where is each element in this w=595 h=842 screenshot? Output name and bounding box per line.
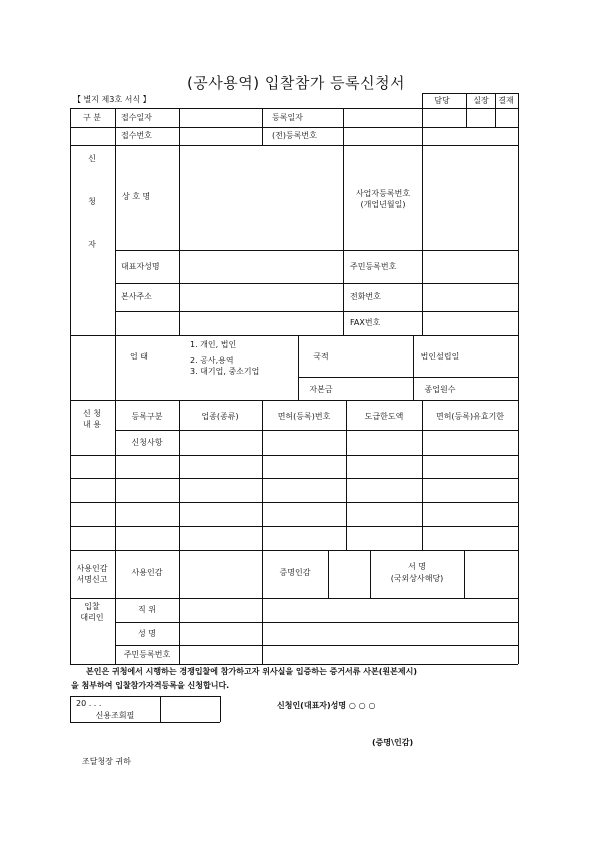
- date-box-mid: [160, 696, 161, 722]
- applicant-signature: 신청인(대표자)성명 ○ ○ ○: [277, 701, 376, 710]
- row-line: [115, 283, 518, 284]
- row-line: [115, 430, 518, 431]
- approval-decision: 결재: [498, 96, 514, 105]
- business-type-option-3: 3. 대기업, 중소기업: [190, 367, 260, 376]
- signature-label: 서 명: [408, 562, 426, 571]
- col-line: [466, 93, 467, 127]
- date-box-right: [220, 696, 221, 722]
- col-line: [179, 400, 180, 664]
- table-bottom-border: [70, 664, 518, 665]
- receipt-date-label: 접수일자: [121, 113, 152, 122]
- bid-agent-label-2: 대리인: [80, 613, 104, 622]
- row-line: [70, 145, 518, 146]
- prev-reg-no-label: (전)등록번호: [272, 131, 317, 140]
- applicant-label-1: 신: [88, 154, 96, 163]
- company-name-label: 상 호 명: [122, 192, 151, 201]
- col-header-contract-limit: 도급한도액: [364, 412, 404, 421]
- col-line: [495, 93, 496, 127]
- row-line: [70, 526, 518, 527]
- col-line: [422, 400, 423, 550]
- row-line: [115, 645, 518, 646]
- signature-note: (국외상사해당): [390, 574, 444, 583]
- phone-label: 전화번호: [350, 292, 381, 301]
- row-line: [115, 622, 518, 623]
- use-seal-label: 사용인감: [131, 568, 163, 577]
- row-line: [70, 127, 518, 128]
- date-box-left: [70, 696, 71, 722]
- col-line: [262, 400, 263, 664]
- col-line: [346, 400, 347, 550]
- capital-label: 자본금: [309, 385, 333, 394]
- receipt-no-label: 접수번호: [121, 131, 152, 140]
- row-line: [70, 502, 518, 503]
- resident-no-label: 주민등록번호: [350, 262, 397, 271]
- gubun-label: 구 분: [83, 113, 101, 122]
- row-line: [70, 400, 518, 401]
- row-line: [70, 598, 518, 599]
- cert-seal-label: 증명인감: [279, 568, 311, 577]
- approval-manager: 실장: [473, 96, 489, 105]
- position-label: 직 위: [138, 605, 156, 614]
- col-line: [115, 108, 116, 664]
- col-header-industry: 업종(종류): [201, 412, 239, 421]
- col-line: [298, 335, 299, 400]
- credit-check-label: 신용조회필: [95, 711, 135, 720]
- row-line: [70, 550, 518, 551]
- app-content-label-1: 신 청: [83, 409, 101, 418]
- table-left-border: [70, 108, 71, 664]
- row-line: [115, 250, 518, 251]
- col-line: [343, 108, 344, 335]
- bid-agent-label-1: 입찰: [84, 602, 100, 611]
- rep-name-label: 대표자성명: [121, 262, 160, 271]
- statement-line-2: 을 첨부하여 입찰참가자격등록을 신청합니다.: [71, 681, 230, 690]
- corp-est-date-label: 법인설립일: [420, 352, 460, 361]
- col-header-license-no: 면허(등록)번호: [277, 412, 331, 421]
- col-line: [262, 108, 263, 145]
- agent-resident-no-label: 주민등록번호: [123, 650, 171, 659]
- col-line: [328, 550, 329, 598]
- employees-label: 종업원수: [424, 385, 456, 394]
- seal-label-2: 서명신고: [76, 575, 108, 584]
- nationality-label: 국적: [313, 352, 329, 361]
- business-type-option-2: 2. 공사,용역: [190, 356, 234, 365]
- approval-staff: 담당: [434, 96, 450, 105]
- hq-address-label: 본사주소: [121, 292, 152, 301]
- date-field: 20 . . .: [76, 699, 102, 708]
- col-header-license-expiry: 면허(등록)유효기한: [435, 412, 505, 421]
- col-line: [370, 550, 371, 598]
- reg-date-label: 등록일자: [272, 113, 303, 122]
- col-line: [422, 93, 423, 335]
- table-right-border: [518, 93, 519, 664]
- business-type-option-1: 1. 개인, 법인: [190, 340, 237, 349]
- row-line: [70, 455, 518, 456]
- page-title: (공사용역) 입찰참가 등록신청서: [186, 74, 406, 92]
- col-line: [464, 550, 465, 598]
- app-content-label-2: 내 용: [83, 420, 101, 429]
- form-number: 【 별지 제3호 서식 】: [73, 95, 151, 104]
- opening-date-label: (개업년월일): [360, 200, 406, 209]
- applied-items-label: 신청사항: [131, 438, 163, 447]
- row-line: [70, 478, 518, 479]
- applicant-label-3: 자: [88, 240, 96, 249]
- col-header-reg-type: 등록구분: [131, 412, 163, 421]
- row-line: [70, 335, 518, 336]
- applicant-label-2: 청: [88, 197, 96, 206]
- business-type-label: 업 태: [130, 352, 148, 361]
- row-line: [298, 377, 518, 378]
- approval-box-top: [422, 93, 518, 94]
- biz-reg-no-label: 사업자등록번호: [355, 189, 411, 198]
- statement-line-1: 본인은 귀청에서 시행하는 경쟁입찰에 참가하고자 위사실을 입증하는 증거서류 사본(원본제시): [86, 667, 417, 676]
- date-box-top: [70, 696, 220, 697]
- fax-label: FAX번호: [350, 318, 381, 327]
- seal-label-1: 사용인감: [76, 564, 108, 573]
- col-line: [179, 108, 180, 335]
- seal-note: (증명\인감): [372, 738, 414, 747]
- date-box-bottom: [70, 722, 220, 723]
- table-top-border: [70, 108, 518, 109]
- addressee: 조달청장 귀하: [82, 757, 131, 766]
- col-line: [413, 335, 414, 400]
- agent-name-label: 성 명: [138, 629, 156, 638]
- row-line: [115, 311, 518, 312]
